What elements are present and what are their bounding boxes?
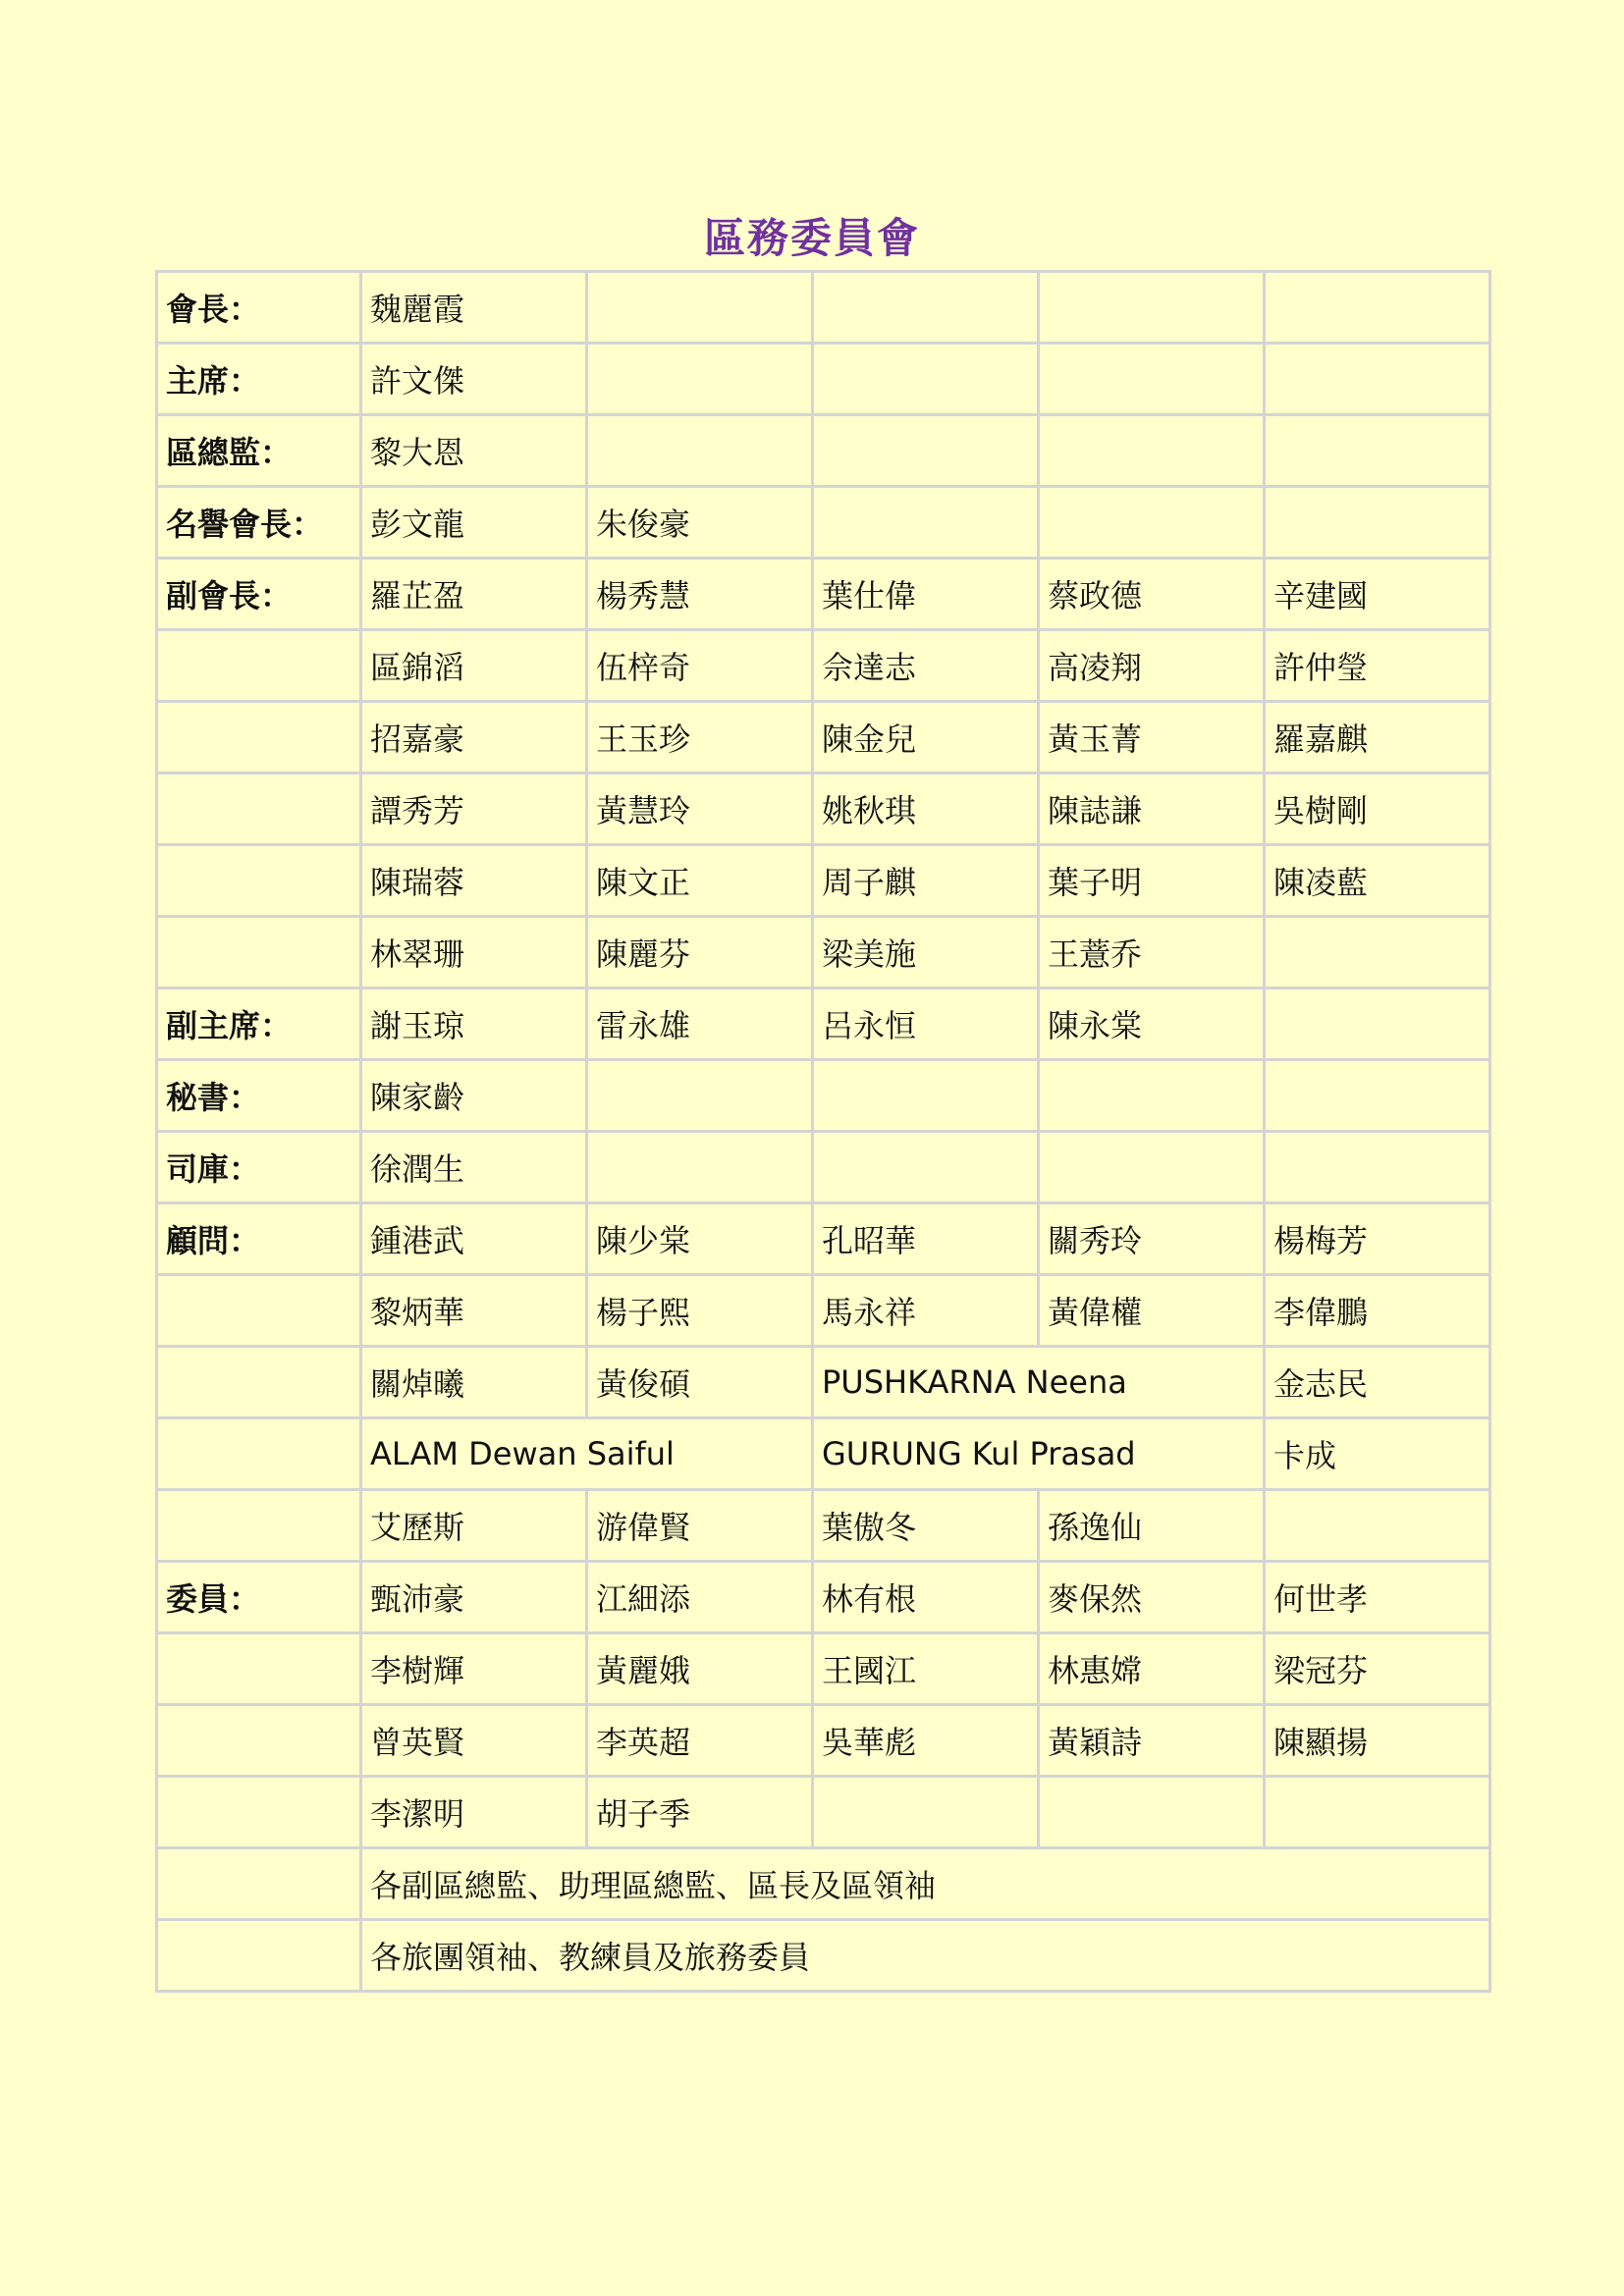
- member-name: [1265, 988, 1490, 1060]
- member-name: 曾英賢: [361, 1705, 587, 1777]
- member-name: [1039, 1060, 1265, 1132]
- member-name: [1039, 415, 1265, 487]
- table-row: [157, 1920, 1490, 1992]
- member-name: 謝玉琼: [361, 988, 587, 1060]
- role-label: [157, 1920, 361, 1992]
- table-row: [157, 415, 1490, 487]
- member-name: 各副區總監、助理區總監、區長及區領袖: [361, 1848, 1490, 1920]
- member-name: 黃偉權: [1039, 1275, 1265, 1347]
- member-name: 王國江: [813, 1633, 1039, 1705]
- table-row: [157, 1347, 1490, 1418]
- member-name: 林翠珊: [361, 917, 587, 988]
- role-label: 副主席：: [157, 988, 361, 1060]
- table-row: [157, 1060, 1490, 1132]
- member-name: 陳文正: [587, 845, 813, 917]
- member-name: 黃玉菁: [1039, 702, 1265, 774]
- member-name: [813, 415, 1039, 487]
- member-name: 關焯曦: [361, 1347, 587, 1418]
- member-name: [587, 1060, 813, 1132]
- member-name: 江細添: [587, 1562, 813, 1633]
- member-name: 甄沛豪: [361, 1562, 587, 1633]
- table-row: [157, 1848, 1490, 1920]
- member-name: 羅嘉麒: [1265, 702, 1490, 774]
- member-name: 孫逸仙: [1039, 1490, 1265, 1562]
- table-row: [157, 1203, 1490, 1275]
- member-name: [1265, 487, 1490, 559]
- member-name: [1265, 272, 1490, 344]
- member-name: [813, 1777, 1039, 1848]
- member-name: 譚秀芳: [361, 774, 587, 845]
- member-name: 楊梅芳: [1265, 1203, 1490, 1275]
- member-name: 辛建國: [1265, 559, 1490, 630]
- committee-table: [155, 270, 1491, 1993]
- member-name: 林有根: [813, 1562, 1039, 1633]
- member-name: [1265, 1132, 1490, 1203]
- role-label: [157, 845, 361, 917]
- role-label: 名譽會長：: [157, 487, 361, 559]
- table-row: [157, 702, 1490, 774]
- member-name: 陳凌藍: [1265, 845, 1490, 917]
- member-name: 區錦滔: [361, 630, 587, 702]
- role-label: 會長：: [157, 272, 361, 344]
- member-name: 吳華彪: [813, 1705, 1039, 1777]
- member-name: 許文傑: [361, 344, 587, 415]
- role-label: [157, 1418, 361, 1490]
- member-name: 卡成: [1265, 1418, 1490, 1490]
- member-name: [813, 1132, 1039, 1203]
- role-label: [157, 1705, 361, 1777]
- member-name: [813, 1060, 1039, 1132]
- member-name: 朱俊豪: [587, 487, 813, 559]
- table-row: [157, 845, 1490, 917]
- role-label: [157, 1275, 361, 1347]
- role-label: 主席：: [157, 344, 361, 415]
- role-label: [157, 1777, 361, 1848]
- table-row: [157, 1132, 1490, 1203]
- table-row: [157, 917, 1490, 988]
- member-name: 黃穎詩: [1039, 1705, 1265, 1777]
- member-name: 黃慧玲: [587, 774, 813, 845]
- member-name: 佘達志: [813, 630, 1039, 702]
- member-name: 蔡政德: [1039, 559, 1265, 630]
- member-name: 王玉珍: [587, 702, 813, 774]
- member-name: [813, 344, 1039, 415]
- table-row: [157, 1633, 1490, 1705]
- role-label: [157, 1347, 361, 1418]
- member-name: [813, 487, 1039, 559]
- table-row: [157, 1705, 1490, 1777]
- role-label: [157, 774, 361, 845]
- member-name: [1039, 1777, 1265, 1848]
- member-name: 金志民: [1265, 1347, 1490, 1418]
- role-label: 委員：: [157, 1562, 361, 1633]
- member-name: 陳金兒: [813, 702, 1039, 774]
- member-name: GURUNG Kul Prasad: [813, 1418, 1265, 1490]
- member-name: 周子麒: [813, 845, 1039, 917]
- member-name: [1039, 344, 1265, 415]
- member-name: 李偉鵬: [1265, 1275, 1490, 1347]
- member-name: 吳樹剛: [1265, 774, 1490, 845]
- member-name: 葉傲冬: [813, 1490, 1039, 1562]
- member-name: 林惠嫦: [1039, 1633, 1265, 1705]
- member-name: 陳家齡: [361, 1060, 587, 1132]
- table-row: [157, 1562, 1490, 1633]
- role-label: [157, 702, 361, 774]
- table-row: [157, 272, 1490, 344]
- member-name: 孔昭華: [813, 1203, 1039, 1275]
- table-row: [157, 559, 1490, 630]
- member-name: 彭文龍: [361, 487, 587, 559]
- role-label: 司庫：: [157, 1132, 361, 1203]
- member-name: [587, 344, 813, 415]
- role-label: [157, 1490, 361, 1562]
- member-name: 呂永恒: [813, 988, 1039, 1060]
- member-name: [1265, 344, 1490, 415]
- role-label: [157, 630, 361, 702]
- table-row: [157, 1275, 1490, 1347]
- role-label: 顧問：: [157, 1203, 361, 1275]
- member-name: 招嘉豪: [361, 702, 587, 774]
- role-label: 副會長：: [157, 559, 361, 630]
- member-name: 黃麗娥: [587, 1633, 813, 1705]
- table-row: [157, 1418, 1490, 1490]
- member-name: 艾歷斯: [361, 1490, 587, 1562]
- page-title: 區務委員會: [703, 214, 920, 262]
- member-name: 黎炳華: [361, 1275, 587, 1347]
- member-name: 李潔明: [361, 1777, 587, 1848]
- member-name: PUSHKARNA Neena: [813, 1347, 1265, 1418]
- member-name: [1265, 1060, 1490, 1132]
- member-name: 黎大恩: [361, 415, 587, 487]
- member-name: 關秀玲: [1039, 1203, 1265, 1275]
- member-name: 麥保然: [1039, 1562, 1265, 1633]
- member-name: 游偉賢: [587, 1490, 813, 1562]
- member-name: 高凌翔: [1039, 630, 1265, 702]
- table-row: [157, 774, 1490, 845]
- table-row: [157, 1490, 1490, 1562]
- table-row: [157, 487, 1490, 559]
- member-name: 鍾港武: [361, 1203, 587, 1275]
- member-name: 陳誌謙: [1039, 774, 1265, 845]
- member-name: 楊秀慧: [587, 559, 813, 630]
- member-name: 李英超: [587, 1705, 813, 1777]
- member-name: ALAM Dewan Saiful: [361, 1418, 813, 1490]
- member-name: [587, 272, 813, 344]
- member-name: [1265, 1490, 1490, 1562]
- member-name: 梁冠芬: [1265, 1633, 1490, 1705]
- member-name: 陳瑞蓉: [361, 845, 587, 917]
- member-name: 王薏乔: [1039, 917, 1265, 988]
- member-name: 胡子季: [587, 1777, 813, 1848]
- member-name: [587, 1132, 813, 1203]
- member-name: [1039, 1132, 1265, 1203]
- member-name: [813, 272, 1039, 344]
- member-name: 陳少棠: [587, 1203, 813, 1275]
- member-name: 魏麗霞: [361, 272, 587, 344]
- role-label: [157, 917, 361, 988]
- member-name: [1039, 272, 1265, 344]
- member-name: 李樹輝: [361, 1633, 587, 1705]
- member-name: 伍梓奇: [587, 630, 813, 702]
- role-label: 區總監：: [157, 415, 361, 487]
- member-name: 陳永棠: [1039, 988, 1265, 1060]
- member-name: 梁美施: [813, 917, 1039, 988]
- member-name: 馬永祥: [813, 1275, 1039, 1347]
- table-row: [157, 630, 1490, 702]
- member-name: 葉子明: [1039, 845, 1265, 917]
- member-name: 葉仕偉: [813, 559, 1039, 630]
- table-row: [157, 1777, 1490, 1848]
- member-name: [587, 415, 813, 487]
- member-name: [1039, 487, 1265, 559]
- member-name: 黃俊碩: [587, 1347, 813, 1418]
- member-name: [1265, 415, 1490, 487]
- member-name: 羅芷盈: [361, 559, 587, 630]
- table-row: [157, 988, 1490, 1060]
- member-name: 陳顯揚: [1265, 1705, 1490, 1777]
- role-label: [157, 1633, 361, 1705]
- member-name: 許仲瑩: [1265, 630, 1490, 702]
- member-name: [1265, 917, 1490, 988]
- member-name: 徐潤生: [361, 1132, 587, 1203]
- role-label: 秘書：: [157, 1060, 361, 1132]
- member-name: [1265, 1777, 1490, 1848]
- table-row: [157, 344, 1490, 415]
- member-name: 何世孝: [1265, 1562, 1490, 1633]
- member-name: 陳麗芬: [587, 917, 813, 988]
- role-label: [157, 1848, 361, 1920]
- member-name: 雷永雄: [587, 988, 813, 1060]
- member-name: 楊子熙: [587, 1275, 813, 1347]
- member-name: 各旅團領袖、教練員及旅務委員: [361, 1920, 1490, 1992]
- member-name: 姚秋琪: [813, 774, 1039, 845]
